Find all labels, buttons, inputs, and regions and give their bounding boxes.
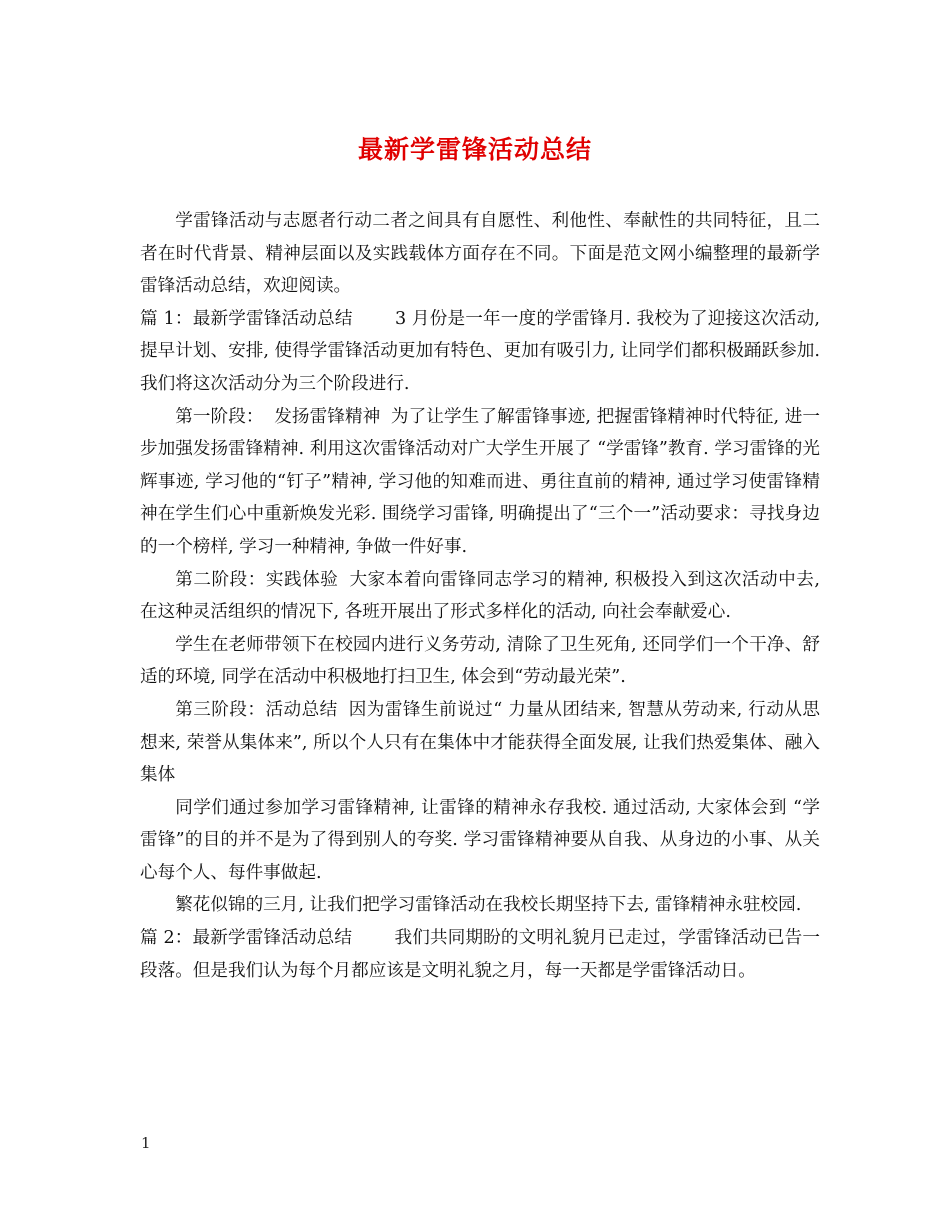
article-1-lead: 3 月份是一年一度的学雷锋月. 我校为了迎接这次活动, 提早计划、安排, 使得学雷锋活动更加有特色、更加有吸引力, 让同学们都积极踊跃参加. 我们将这次活动分为三个阶段进行. <box>140 308 820 394</box>
stage-2-paragraph <box>140 564 820 629</box>
article-2-lead: 我们共同期盼的文明礼貌月已走过，学雷锋活动已告一段落。但是我们认为每个月都应该是文明礼貌之月，每一天都是学雷锋活动日。 <box>140 928 820 981</box>
stage-3-label: 第三阶段：活动总结 <box>175 699 338 720</box>
article-2-lead-paragraph <box>140 922 820 987</box>
article-2-label: 篇 2：最新学雷锋活动总结 <box>140 928 353 949</box>
closing-paragraph: 繁花似锦的三月, 让我们把学习雷锋活动在我校长期坚持下去, 雷锋精神永驻校园. <box>175 895 802 916</box>
stage-2-label: 第二阶段：实践体验 <box>175 569 339 590</box>
article-1-lead-paragraph <box>140 303 820 401</box>
document-body <box>140 205 820 987</box>
summary-paragraph: 同学们通过参加学习雷锋精神, 让雷锋的精神永存我校. 通过活动, 大家体会到 “学雷锋”的目的并不是为了得到别人的夸奖. 学习雷锋精神要从自我、从身边的小事、从关心每个人、每件事做起. <box>140 797 820 883</box>
page-number: 1 <box>141 1134 151 1152</box>
stage-1-text: 为了让学生了解雷锋事迹, 把握雷锋精神时代特征, 进一步加强发扬雷锋精神. 利用这次雷锋活动对广大学生开展了 “学雷锋”教育. 学习雷锋的光辉事迹, 学习他的“钉子”精神, 学习他的知难而进、勇往直前的精神, 通过学习使雷锋精神在学生们心中重新焕发光彩. 围绕学习雷锋, 明确提出了“三个一”活动要求：寻找身边的一个榜样, 学习一种精神, 争做一件好事. <box>140 406 820 557</box>
stage-3-text: 因为雷锋生前说过“ 力量从团结来, 智慧从劳动来, 行动从思想来, 荣誉从集体来”, 所以个人只有在集体中才能获得全面发展, 让我们热爱集体、融入集体 <box>140 699 820 786</box>
document-title: 最新学雷锋活动总结 <box>357 135 592 164</box>
intro-paragraph: 学雷锋活动与志愿者行动二者之间具有自愿性、利他性、奉献性的共同特征，且二者在时代背景、精神层面以及实践载体方面存在不同。下面是范文网小编整理的最新学雷锋活动总结，欢迎阅读。 <box>140 211 820 297</box>
stage-2-paragraph-2: 学生在老师带领下在校园内进行义务劳动, 清除了卫生死角, 还同学们一个干净、舒适的环境, 同学在活动中积极地打扫卫生, 体会到“劳动最光荣”. <box>140 634 820 688</box>
article-1-label: 篇 1：最新学雷锋活动总结 <box>140 308 353 329</box>
stage-2-text: 大家本着向雷锋同志学习的精神, 积极投入到这次活动中去, 在这种灵活组织的情况下, 各班开展出了形式多样化的活动, 向社会奉献爱心. <box>140 569 820 623</box>
stage-1-paragraph <box>140 401 820 564</box>
stage-1-title: 发扬雷锋精神 <box>274 406 381 427</box>
stage-3-paragraph <box>140 694 820 792</box>
stage-1-label: 第一阶段： <box>175 406 264 427</box>
